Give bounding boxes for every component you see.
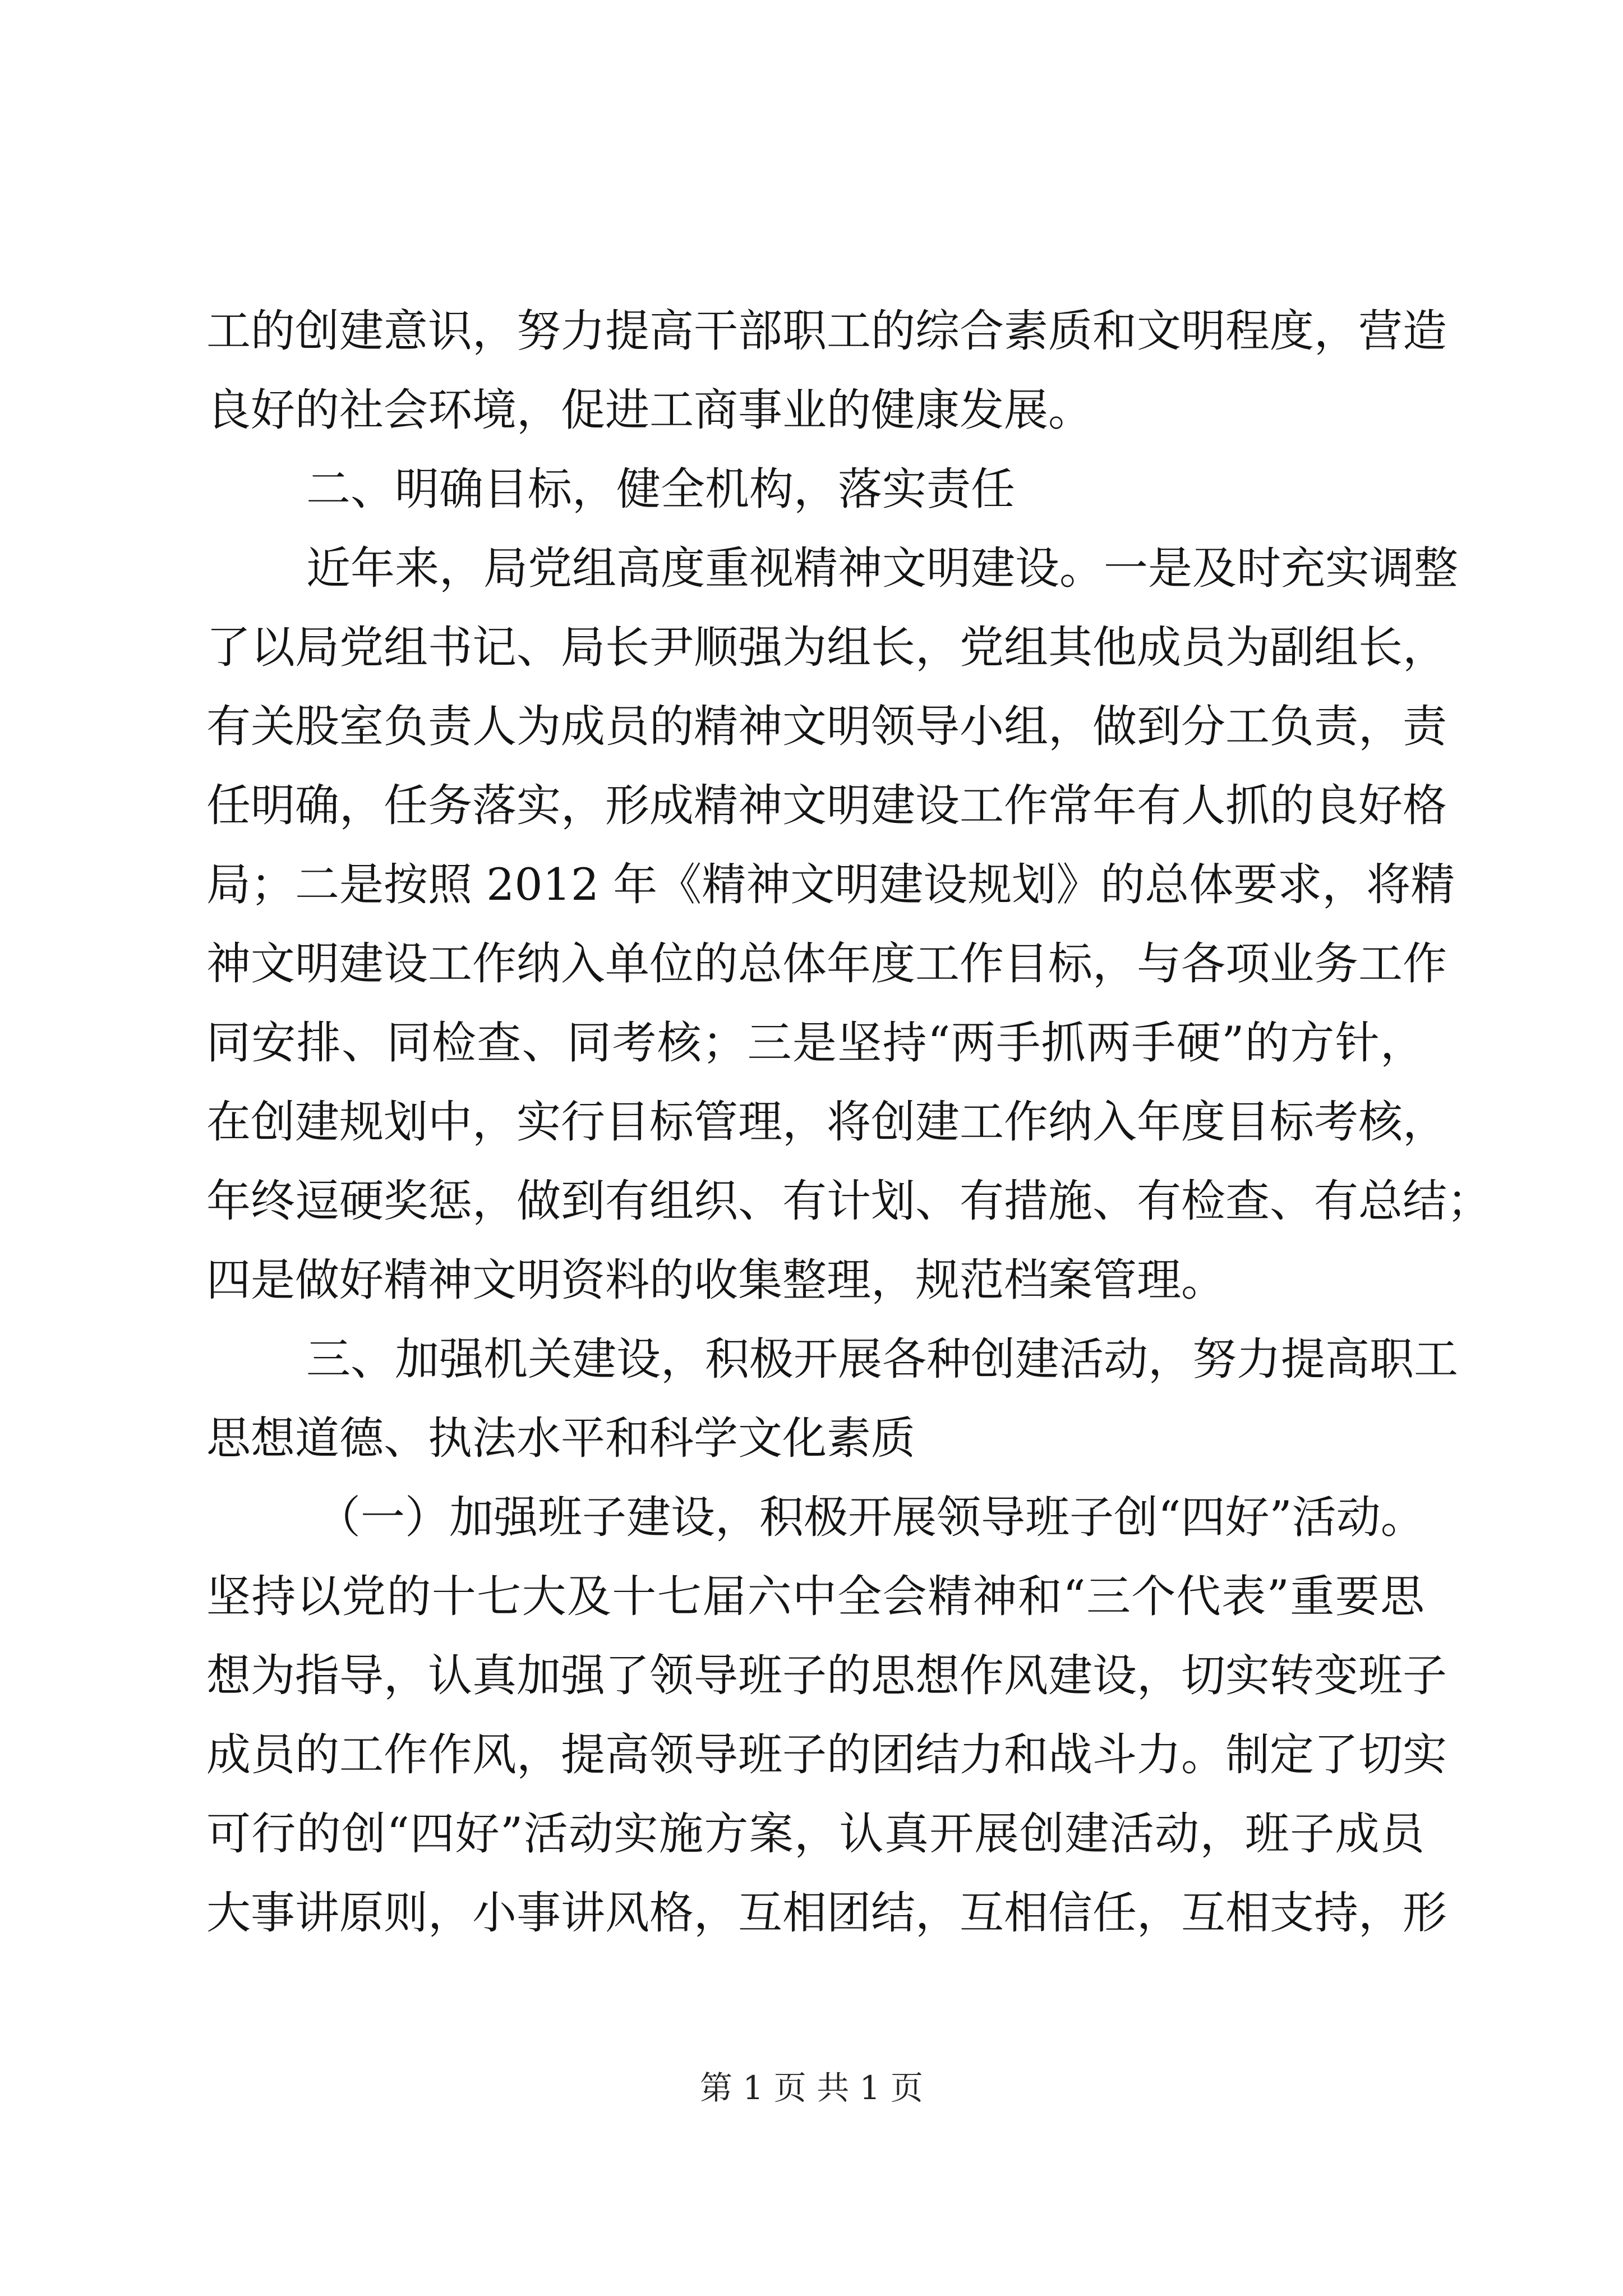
section-heading: 二、明确目标，健全机构，落实责任: [306, 463, 1015, 515]
text-line: 四是做好精神文明资料的收集整理，规范档案管理。: [206, 1254, 1225, 1306]
subsection-heading: （一）加强班子建设，积极开展领导班子创“四好”活动。: [316, 1492, 1425, 1543]
text-line: 神文明建设工作纳入单位的总体年度工作目标，与各项业务工作: [206, 938, 1447, 990]
section-heading-continued: 思想道德、执法水平和科学文化素质: [206, 1412, 915, 1464]
text-line: 近年来，局党组高度重视精神文明建设。一是及时充实调整: [306, 542, 1458, 594]
text-line: 工的创建意识，努力提高干部职工的综合素质和文明程度，营造: [206, 305, 1447, 357]
text-line: 成员的工作作风，提高领导班子的团结力和战斗力。制定了切实: [206, 1729, 1447, 1780]
text-line: 了以局党组书记、局长尹顺强为组长，党组其他成员为副组长，: [206, 622, 1447, 673]
text-line: 坚持以党的十七大及十七届六中全会精神和“三个代表”重要思: [206, 1571, 1424, 1622]
text-line: 想为指导，认真加强了领导班子的思想作风建设，切实转变班子: [206, 1650, 1447, 1701]
text-line: 良好的社会环境，促进工商事业的健康发展。: [206, 384, 1092, 436]
text-line: 有关股室负责人为成员的精神文明领导小组，做到分工负责，责: [206, 701, 1447, 752]
section-heading: 三、加强机关建设，积极开展各种创建活动，努力提高职工: [306, 1333, 1458, 1385]
text-line: 大事讲原则，小事讲风格，互相团结，互相信任，互相支持，形: [206, 1887, 1447, 1939]
text-line: 任明确，任务落实，形成精神文明建设工作常年有人抓的良好格: [206, 780, 1447, 831]
text-line: 局；二是按照 2012 年《精神文明建设规划》的总体要求，将精: [206, 859, 1455, 910]
page-number: 第 1 页 共 1 页: [700, 2069, 923, 2107]
text-line: 可行的创“四好”活动实施方案，认真开展创建活动，班子成员: [206, 1808, 1424, 1860]
text-line: 在创建规划中，实行目标管理，将创建工作纳入年度目标考核，: [206, 1096, 1447, 1148]
text-line: 同安排、同检查、同考核；三是坚持“两手抓两手硬”的方针，: [206, 1017, 1424, 1069]
document-body: [206, 292, 1491, 1953]
text-line: 年终逗硬奖惩，做到有组织、有计划、有措施、有检查、有总结；: [206, 1175, 1491, 1227]
